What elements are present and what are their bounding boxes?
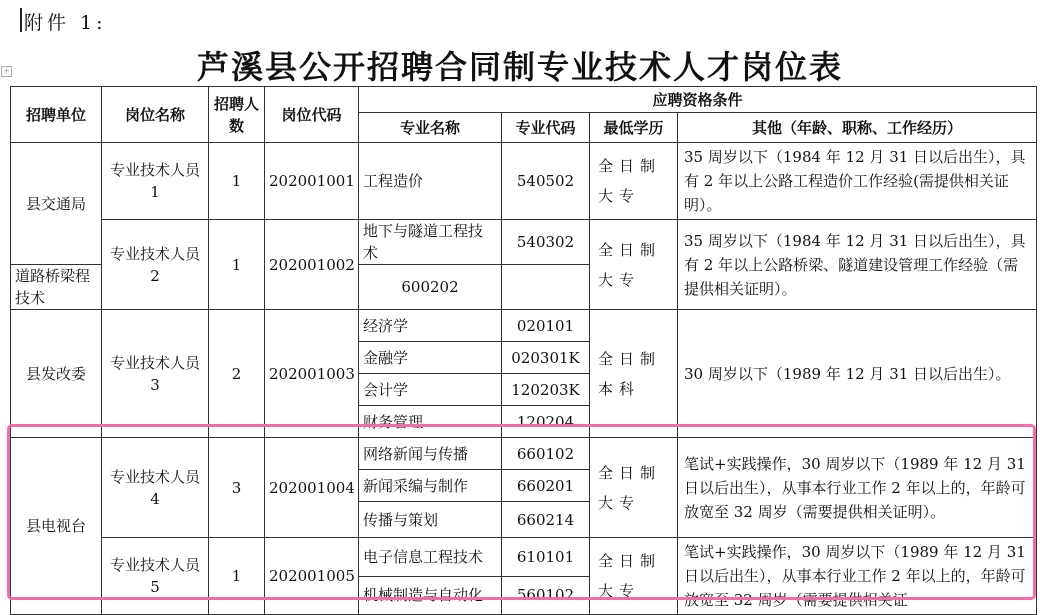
other-requirements: 35 周岁以下（1984 年 12 月 31 日以后出生），具有 2 年以上公路工程造价工作经验(需提供相关证明）。	[678, 143, 1037, 220]
unit-cell: 县发改委	[11, 310, 102, 438]
major-name: 地下与隧道工程技术	[359, 220, 502, 265]
major-name: 电子信息工程技术	[359, 538, 502, 577]
position-count: 2	[209, 310, 265, 438]
table-row	[11, 220, 1037, 265]
header-other: 其他（年龄、职称、工作经历）	[678, 113, 1037, 143]
positions-table	[10, 86, 1037, 615]
education-cell: 全日制大专	[590, 538, 678, 615]
education-cell: 全日制大专	[590, 143, 678, 220]
major-name: 经济学	[359, 310, 502, 342]
header-position: 岗位名称	[102, 87, 209, 143]
education-cell: 全日制大专	[590, 220, 678, 310]
unit-cell: 县电视台	[11, 438, 102, 615]
position-code: 202001004	[265, 438, 359, 538]
header-major-name: 专业名称	[359, 113, 502, 143]
attachment-label: 附件 1:	[24, 12, 107, 34]
education-cell: 全日制大专	[590, 438, 678, 538]
table-row	[11, 143, 1037, 220]
table-row	[11, 438, 1037, 470]
major-name: 财务管理	[359, 406, 502, 438]
major-name: 会计学	[359, 374, 502, 406]
position-count: 1	[209, 538, 265, 615]
major-code: 540502	[502, 143, 590, 220]
major-code: 560102	[502, 576, 590, 615]
major-name: 传播与策划	[359, 502, 502, 538]
major-code: 120204	[502, 406, 590, 438]
table-anchor-icon[interactable]: +	[1, 66, 12, 77]
position-count: 1	[209, 220, 265, 310]
position-code: 202001005	[265, 538, 359, 615]
header-education: 最低学历	[590, 113, 678, 143]
position-code: 202001003	[265, 310, 359, 438]
header-count: 招聘人数	[209, 87, 265, 143]
major-name: 工程造价	[359, 143, 502, 220]
position-title: 专业技术人员 1	[102, 143, 209, 220]
position-title: 专业技术人员 5	[102, 538, 209, 615]
header-code: 岗位代码	[265, 87, 359, 143]
page-title: 芦溪县公开招聘合同制专业技术人才岗位表	[196, 48, 843, 86]
table-row	[11, 310, 1037, 342]
header-major-code: 专业代码	[502, 113, 590, 143]
major-name: 网络新闻与传播	[359, 438, 502, 470]
header-unit: 招聘单位	[11, 87, 102, 143]
major-code: 610101	[502, 538, 590, 577]
major-name: 金融学	[359, 342, 502, 374]
major-name: 机械制造与自动化	[359, 576, 502, 615]
text-cursor	[20, 8, 22, 32]
major-code: 660201	[502, 470, 590, 502]
other-requirements: 笔试+实践操作，30 周岁以下（1989 年 12 月 31 日以后出生），从事本行业工作 2 年以上的，年龄可放宽至 32 周岁（需要提供相关证明）。	[678, 438, 1037, 538]
position-code: 202001002	[265, 220, 359, 310]
position-count: 3	[209, 438, 265, 538]
major-code: 120203K	[502, 374, 590, 406]
other-requirements: 笔试+实践操作，30 周岁以下（1989 年 12 月 31 日以后出生），从事本行业工作 2 年以上的，年龄可放宽至 32 周岁（需要提供相关证	[678, 538, 1037, 615]
major-code: 660102	[502, 438, 590, 470]
table-row	[11, 538, 1037, 577]
major-code: 540302	[502, 220, 590, 265]
other-requirements: 30 周岁以下（1989 年 12 月 31 日以后出生）。	[678, 310, 1037, 438]
header-requirements: 应聘资格条件	[359, 87, 1037, 113]
position-title: 专业技术人员 3	[102, 310, 209, 438]
major-code: 020301K	[502, 342, 590, 374]
unit-cell: 县交通局	[11, 143, 102, 265]
major-code: 600202	[359, 265, 502, 310]
major-code: 020101	[502, 310, 590, 342]
position-title: 专业技术人员 2	[102, 220, 209, 310]
position-title: 专业技术人员 4	[102, 438, 209, 538]
major-code: 660214	[502, 502, 590, 538]
position-code: 202001001	[265, 143, 359, 220]
other-requirements: 35 周岁以下（1984 年 12 月 31 日以后出生），具有 2 年以上公路桥梁、隧道建设管理工作经验（需提供相关证明）。	[678, 220, 1037, 310]
major-name: 道路桥梁程技术	[11, 265, 102, 310]
position-count: 1	[209, 143, 265, 220]
education-cell: 全日制本科	[590, 310, 678, 438]
major-name: 新闻采编与制作	[359, 470, 502, 502]
